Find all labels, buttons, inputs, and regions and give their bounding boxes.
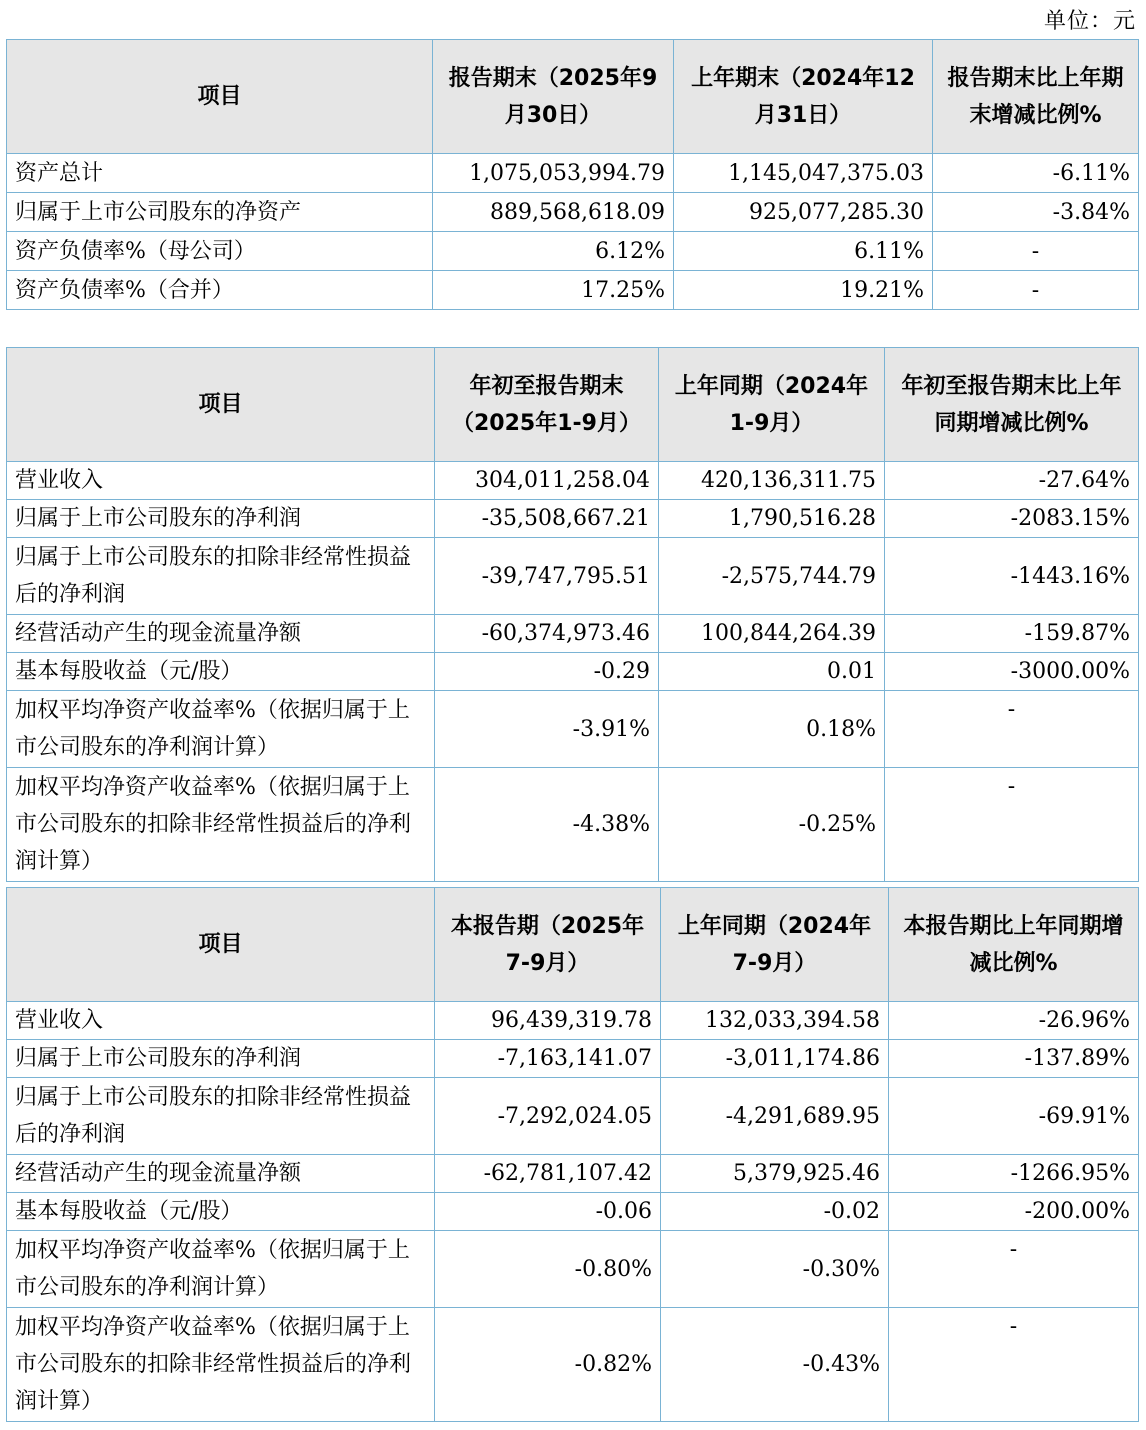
value-prior: -3,011,174.86: [661, 1040, 889, 1078]
table-row: [7, 768, 1139, 882]
row-label: 加权平均净资产收益率%（依据归属于上市公司股东的净利润计算）: [7, 691, 435, 768]
balance-sheet-table: [6, 39, 1139, 310]
value-change: -137.89%: [889, 1040, 1139, 1078]
header-change-pct: 本报告期比上年同期增减比例%: [889, 888, 1139, 1002]
table-row: [7, 1078, 1139, 1155]
value-current: -0.82%: [435, 1308, 661, 1422]
value-prior: 420,136,311.75: [659, 462, 885, 500]
value-current: -0.29: [435, 653, 659, 691]
value-current: -7,292,024.05: [435, 1078, 661, 1155]
row-label: 基本每股收益（元/股）: [7, 1193, 435, 1231]
table-row: [7, 193, 1139, 232]
row-label: 营业收入: [7, 462, 435, 500]
header-current-quarter: 本报告期（2025年7-9月）: [435, 888, 661, 1002]
value-prior: 19.21%: [674, 271, 933, 310]
value-prior: 1,790,516.28: [659, 500, 885, 538]
value-prior: -0.43%: [661, 1308, 889, 1422]
value-change: -: [933, 271, 1139, 310]
value-prior: 925,077,285.30: [674, 193, 933, 232]
value-change: -1443.16%: [885, 538, 1139, 615]
value-current: -3.91%: [435, 691, 659, 768]
value-change: -3.84%: [933, 193, 1139, 232]
table-row: [7, 1155, 1139, 1193]
table-row: [7, 1002, 1139, 1040]
unit-label: 单位：元: [1043, 9, 1136, 34]
table-row: [7, 154, 1139, 193]
value-prior: 6.11%: [674, 232, 933, 271]
value-change: -2083.15%: [885, 500, 1139, 538]
value-current: 17.25%: [433, 271, 674, 310]
value-change: -: [933, 232, 1139, 271]
row-label: 基本每股收益（元/股）: [7, 653, 435, 691]
value-prior: 1,145,047,375.03: [674, 154, 933, 193]
value-change: -26.96%: [889, 1002, 1139, 1040]
row-label: 加权平均净资产收益率%（依据归属于上市公司股东的扣除非经常性损益后的净利润计算）: [7, 1308, 435, 1422]
value-change: -: [885, 768, 1139, 882]
table-row: [7, 271, 1139, 310]
value-change: -6.11%: [933, 154, 1139, 193]
header-prior-year-end: 上年期末（2024年12月31日）: [674, 40, 933, 154]
value-prior: 132,033,394.58: [661, 1002, 889, 1040]
value-change: -: [889, 1231, 1139, 1308]
row-label: 资产负债率%（合并）: [7, 271, 433, 310]
header-period-end: 报告期末（2025年9月30日）: [433, 40, 674, 154]
row-label: 归属于上市公司股东的扣除非经常性损益后的净利润: [7, 538, 435, 615]
row-label: 归属于上市公司股东的净利润: [7, 500, 435, 538]
value-prior: -2,575,744.79: [659, 538, 885, 615]
value-current: 1,075,053,994.79: [433, 154, 674, 193]
value-current: -60,374,973.46: [435, 615, 659, 653]
ytd-income-table: [6, 347, 1139, 882]
header-item: 项目: [7, 888, 435, 1002]
value-current: -7,163,141.07: [435, 1040, 661, 1078]
table-row: [7, 1193, 1139, 1231]
row-label: 归属于上市公司股东的净资产: [7, 193, 433, 232]
header-prior-period: 上年同期（2024年7-9月）: [661, 888, 889, 1002]
value-change: -159.87%: [885, 615, 1139, 653]
value-current: 96,439,319.78: [435, 1002, 661, 1040]
value-change: -3000.00%: [885, 653, 1139, 691]
value-prior: 0.18%: [659, 691, 885, 768]
row-label: 资产总计: [7, 154, 433, 193]
value-change: -: [885, 691, 1139, 768]
value-prior: -0.02: [661, 1193, 889, 1231]
value-change: -69.91%: [889, 1078, 1139, 1155]
value-current: 304,011,258.04: [435, 462, 659, 500]
row-label: 经营活动产生的现金流量净额: [7, 1155, 435, 1193]
header-prior-period: 上年同期（2024年1-9月）: [659, 348, 885, 462]
row-label: 经营活动产生的现金流量净额: [7, 615, 435, 653]
value-change: -200.00%: [889, 1193, 1139, 1231]
header-item: 项目: [7, 40, 433, 154]
value-change: -27.64%: [885, 462, 1139, 500]
value-prior: -0.25%: [659, 768, 885, 882]
header-ytd: 年初至报告期末（2025年1-9月）: [435, 348, 659, 462]
table-row: [7, 232, 1139, 271]
value-current: -62,781,107.42: [435, 1155, 661, 1193]
row-label: 加权平均净资产收益率%（依据归属于上市公司股东的净利润计算）: [7, 1231, 435, 1308]
row-label: 归属于上市公司股东的净利润: [7, 1040, 435, 1078]
value-current: 6.12%: [433, 232, 674, 271]
value-current: -35,508,667.21: [435, 500, 659, 538]
value-prior: 100,844,264.39: [659, 615, 885, 653]
row-label: 营业收入: [7, 1002, 435, 1040]
value-prior: -4,291,689.95: [661, 1078, 889, 1155]
value-change: -: [889, 1308, 1139, 1422]
value-change: -1266.95%: [889, 1155, 1139, 1193]
value-prior: -0.30%: [661, 1231, 889, 1308]
quarter-income-table: [6, 887, 1139, 1422]
value-current: -0.06: [435, 1193, 661, 1231]
value-current: 889,568,618.09: [433, 193, 674, 232]
table-row: [7, 500, 1139, 538]
header-item: 项目: [7, 348, 435, 462]
header-change-pct: 年初至报告期末比上年同期增减比例%: [885, 348, 1139, 462]
row-label: 资产负债率%（母公司）: [7, 232, 433, 271]
value-current: -0.80%: [435, 1231, 661, 1308]
row-label: 归属于上市公司股东的扣除非经常性损益后的净利润: [7, 1078, 435, 1155]
table-row: [7, 653, 1139, 691]
table-row: [7, 1231, 1139, 1308]
value-current: -4.38%: [435, 768, 659, 882]
header-change-pct: 报告期末比上年期末增减比例%: [933, 40, 1139, 154]
table-row: [7, 538, 1139, 615]
value-current: -39,747,795.51: [435, 538, 659, 615]
value-prior: 0.01: [659, 653, 885, 691]
table-row: [7, 462, 1139, 500]
table-row: [7, 615, 1139, 653]
table-row: [7, 1308, 1139, 1422]
table-row: [7, 1040, 1139, 1078]
table-row: [7, 691, 1139, 768]
row-label: 加权平均净资产收益率%（依据归属于上市公司股东的扣除非经常性损益后的净利润计算）: [7, 768, 435, 882]
value-prior: 5,379,925.46: [661, 1155, 889, 1193]
